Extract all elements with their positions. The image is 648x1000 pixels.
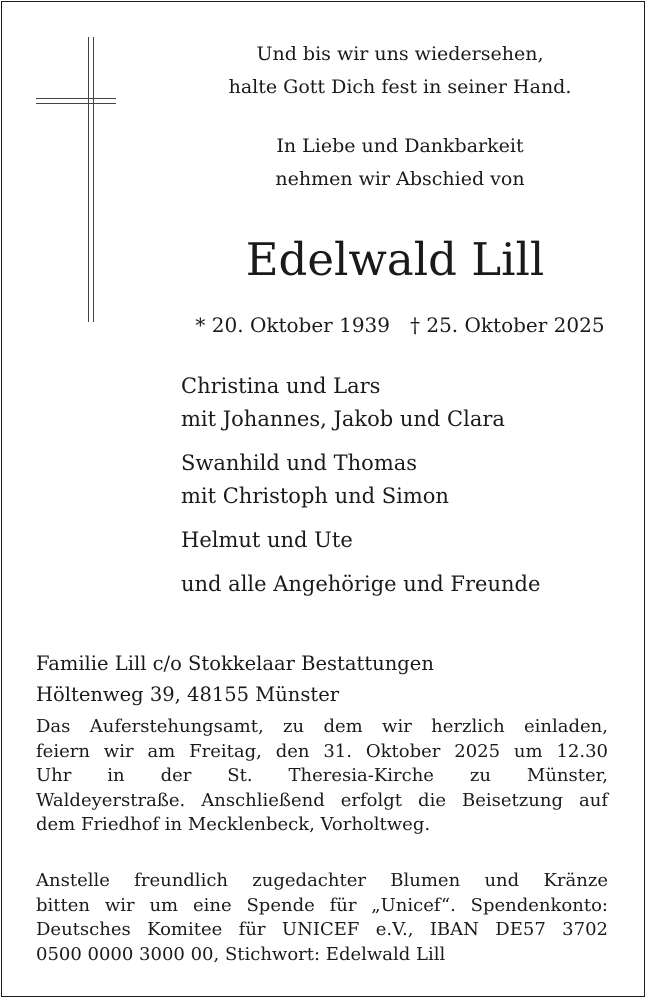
mourners-list	[181, 370, 540, 612]
address-line: Höltenweg 39, 48155 Münster	[36, 683, 340, 706]
service-line: dem Friedhof in Mecklenbeck, Vorholtweg.	[36, 814, 431, 835]
service-line: Uhr in der St. Theresia-Kirche zu Münster,	[36, 765, 608, 786]
donation-line: Deutsches Komitee für UNICEF e.V., IBAN DE57 3702	[36, 919, 608, 940]
donation-line: Anstelle freundlich zugedachter Blumen und Kränze	[36, 870, 608, 891]
mourner-line: mit Christoph und Simon	[181, 484, 449, 508]
mourner-group	[181, 524, 540, 557]
donation-line: bitten wir um eine Spende für „Unicef“. Spendenkonto:	[36, 894, 608, 916]
mourner-line: mit Johannes, Jakob und Clara	[181, 407, 505, 431]
mourner-group	[181, 370, 540, 436]
death-date: † 25. Oktober 2025	[410, 313, 605, 337]
mourner-group	[181, 568, 540, 601]
mourner-line: und alle Angehörige und Freunde	[181, 572, 541, 596]
mourner-line: Swanhild und Thomas	[181, 451, 418, 475]
deceased-name: Edelwald Lill	[245, 233, 545, 286]
service-line: Waldeyerstraße. Anschließend erfolgt die Beisetzung auf	[36, 789, 608, 811]
mourner-line: Christina und Lars	[181, 374, 381, 398]
service-paragraph	[36, 715, 608, 838]
intro-line: nehmen wir Abschied von	[275, 168, 525, 190]
motto-line: Und bis wir uns wiedersehen,	[256, 43, 544, 65]
mourner-line: Helmut und Ute	[181, 528, 353, 552]
motto-line: halte Gott Dich fest in seiner Hand.	[228, 76, 572, 98]
life-dates	[170, 308, 630, 342]
address-line: Familie Lill c/o Stokkelaar Bestattungen	[36, 652, 434, 675]
cross-icon	[36, 37, 116, 322]
motto	[200, 38, 600, 104]
intro	[200, 130, 600, 196]
intro-line: In Liebe und Dankbarkeit	[276, 135, 524, 157]
family-address	[36, 648, 434, 710]
service-line: Das Auferstehungsamt, zu dem wir herzlich einladen,	[36, 716, 608, 737]
birth-date: * 20. Oktober 1939	[195, 313, 390, 337]
donation-paragraph	[36, 869, 608, 967]
donation-line: 0500 0000 3000 00, Stichwort: Edelwald Lill	[36, 943, 446, 965]
service-line: feiern wir am Freitag, den 31. Oktober 2025 um 12.30	[36, 740, 608, 762]
mourner-group	[181, 447, 540, 513]
